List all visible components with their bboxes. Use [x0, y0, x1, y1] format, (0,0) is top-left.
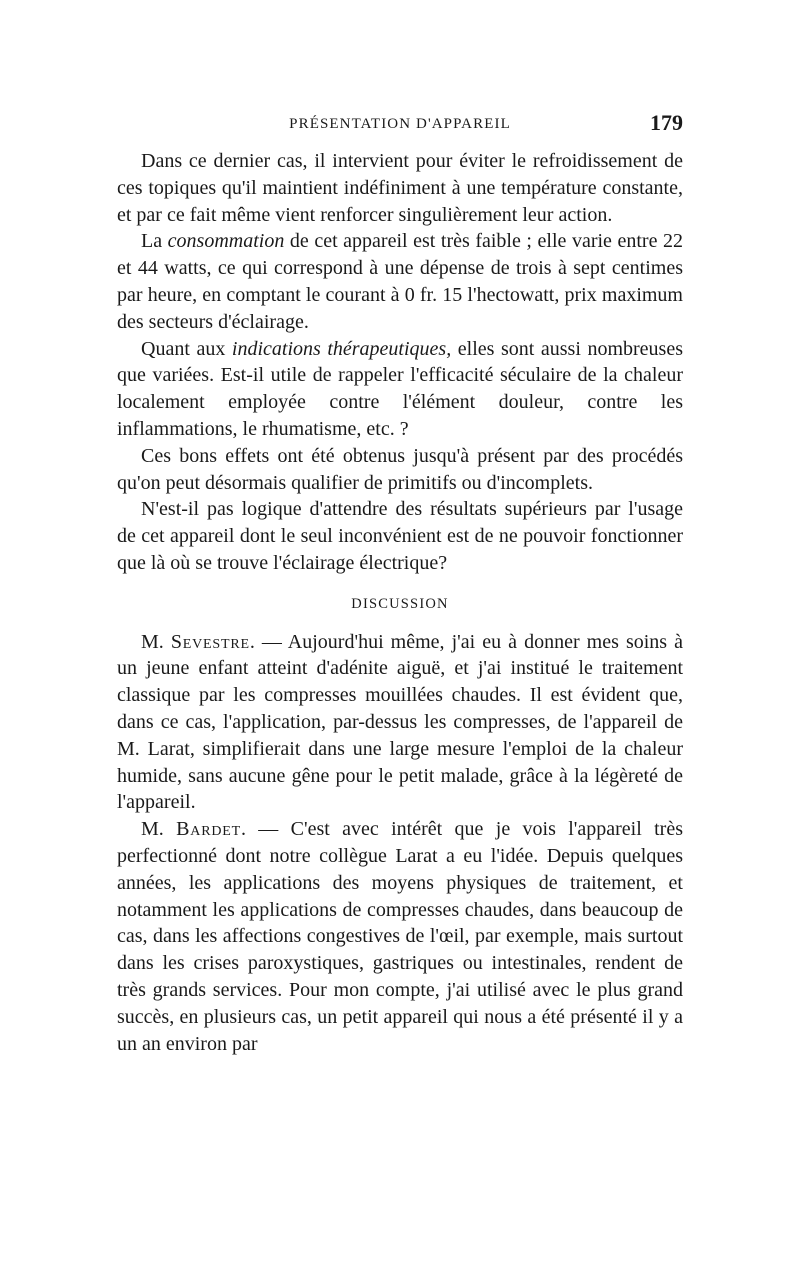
paragraph-2-rest: de cet appareil est très faible ; elle varie entre 22 et 44 watts, ce qui correspond à une dépense de trois à sept centimes par heure, en comptant le courant à 0 fr. 15 l'hectowatt, prix maximum des secteurs d'éclairage.: [117, 230, 684, 333]
speaker-name: Sevestre: [170, 630, 250, 653]
paragraph-5-text: N'est-il pas logique d'attendre des résultats supérieurs par l'usage de cet appareil dont le seul inconvénient est de ne pouvoir fonctionner que là où se trouve l'éclairage électrique?: [117, 498, 683, 574]
paragraph-2-emphasis: consommation: [167, 230, 285, 253]
paragraph-2-lead: La: [141, 230, 168, 253]
discussion-entry-sevestre: [117, 629, 683, 817]
speaker-prefix: M.: [141, 630, 171, 653]
paragraph-3-lead: Quant aux: [141, 337, 232, 360]
paragraph-4: [117, 443, 683, 497]
discussion-entry-text: . — C'est avec intérêt que je vois l'appareil très perfectionné dont notre collègue Larat a eu l'idée. Depuis quelques années, les applications des moyens physiques de traitement, et notamment les applications de compresses chaudes, dans beaucoup de cas, dans les affections congestives de l'œil, par exemple, mais surtout dans les crises paroxystiques, gastriques ou intestinales, rendent de très grands services. Pour mon compte, j'ai utilisé avec le plus grand succès, en plusieurs cas, un petit appareil qui nous a été présenté il y a un an environ par: [117, 818, 683, 1055]
speaker-prefix: M.: [141, 818, 177, 841]
running-title: PRÉSENTATION D'APPAREIL: [289, 116, 511, 132]
book-page: [117, 104, 683, 1057]
paragraph-2: [117, 228, 683, 335]
page-number: 179: [650, 110, 683, 135]
paragraph-3-emphasis: indications thérapeutiques,: [231, 337, 452, 360]
paragraph-1: [117, 148, 683, 228]
discussion-entry-text: . — Aujourd'hui même, j'ai eu à donner mes soins à un jeune enfant atteint d'adénite aiguë, et j'ai institué le traitement classique par les compresses mouillées chaudes. Il est évident que, dans ce cas, l'application, par-dessus les compresses, de l'appareil de M. Larat, simplifierait dans une large mesure l'emploi de la chaleur humide, sans aucune gêne pour le petit malade, grâce à la légèreté de l'appareil.: [117, 630, 683, 814]
discussion-entry-bardet: [117, 816, 683, 1057]
paragraph-3: [117, 336, 683, 443]
running-header: [117, 104, 683, 138]
discussion-heading: DISCUSSION: [351, 595, 449, 612]
paragraph-4-text: Ces bons effets ont été obtenus jusqu'à présent par des procédés qu'on peut désormais qualifier de primitifs ou d'incomplets.: [117, 444, 683, 494]
speaker-name: Bardet: [176, 818, 241, 841]
main-text: [117, 148, 683, 1057]
paragraph-1-text: Dans ce dernier cas, il intervient pour éviter le refroidissement de ces topiques qu'il maintient indéfiniment à une température constante, et par ce fait même vient renforcer singulièrement leur action.: [117, 150, 683, 226]
paragraph-3-rest: elles sont aussi nombreuses que variées. Est-il utile de rappeler l'efficacité séculaire de la chaleur localement employée contre l'élément douleur, contre les inflammations, le rhumatisme, etc. ?: [117, 337, 683, 440]
paragraph-5: [117, 496, 683, 576]
